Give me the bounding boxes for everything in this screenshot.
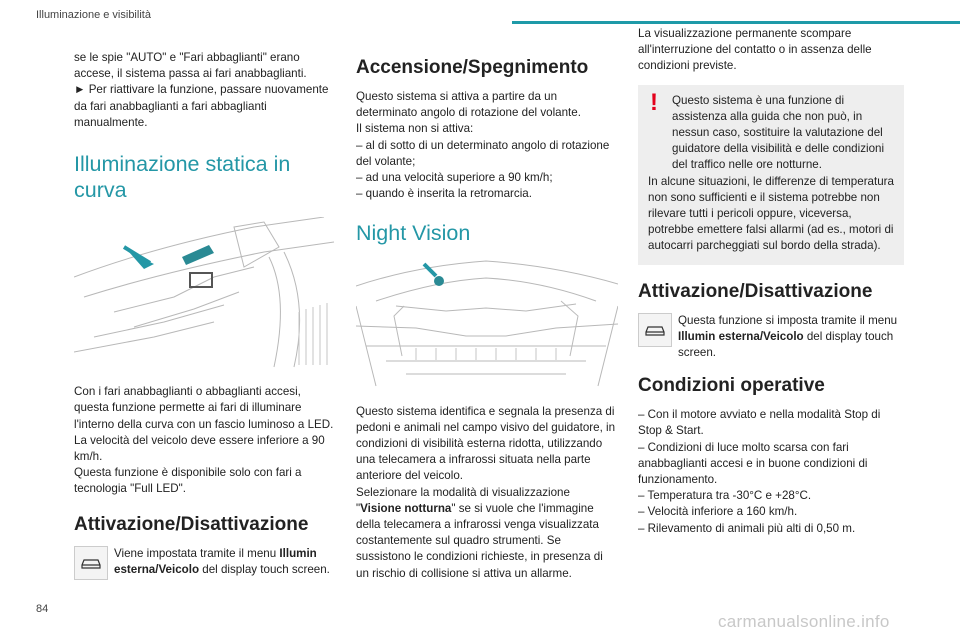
header-title: Illuminazione e visibilità xyxy=(36,9,151,21)
subsection-title-on-off: Accensione/Spegnimento xyxy=(356,57,589,78)
not-active-text: Il sistema non si attiva: xyxy=(356,122,474,136)
condition-item: – al di sotto di un determinato angolo di rotazione del volante; xyxy=(356,138,610,168)
condition-item: – Condizioni di luce molto scarsa con fari anabbaglianti accesi e in buone condizioni di funzionamento. xyxy=(638,440,868,487)
activation-instruction-nv xyxy=(638,313,904,362)
headlight-illustration xyxy=(74,217,336,369)
activation-text-post: del display touch screen. xyxy=(678,329,894,360)
condition-item: – quando è inserita la retromarcia. xyxy=(356,187,532,201)
availability-note: Questa funzione è disponibile solo con fari a tecnologia "Full LED". xyxy=(74,466,302,496)
condition-item: – Con il motore avviato e nella modalità Stop di Stop & Start. xyxy=(638,408,881,438)
watermark: carmanualsonline.info xyxy=(718,612,890,631)
page-number: 84 xyxy=(36,603,49,615)
night-vision-illustration xyxy=(356,256,618,388)
display-note: La visualizzazione permanente scompare all'interruzione del contatto o in assenza delle condizioni previste. xyxy=(638,27,872,73)
intro-paragraph: se le spie "AUTO" e "Fari abbaglianti" erano accese, il sistema passa ai fari anabbaglianti. xyxy=(74,51,307,81)
section-title-night-vision: Night Vision xyxy=(356,221,471,246)
column-2 xyxy=(356,50,618,582)
activation-text-pre: Questa funzione si imposta tramite il menu xyxy=(678,313,898,327)
activation-instruction xyxy=(74,546,336,580)
activation-text-pre: Viene impostata tramite il menu xyxy=(114,546,280,560)
car-icon xyxy=(638,313,672,347)
column-1 xyxy=(74,50,336,580)
mode-name: Visione notturna xyxy=(360,501,452,515)
subsection-title-activation-nv: Attivazione/Disattivazione xyxy=(638,280,873,302)
car-icon xyxy=(74,546,108,580)
section-title-static-lighting: Illuminazione statica in curva xyxy=(74,152,291,203)
speed-condition: La velocità del veicolo deve essere inferiore a 90 km/h. xyxy=(74,433,325,464)
condition-item: – ad una velocità superiore a 90 km/h; xyxy=(356,171,553,185)
warning-text: Questo sistema è una funzione di assistenza alla guida che non può, in nessun caso, sostituire la valutazione del guidatore della visibilità e delle condizioni del traffico nelle ore notturne. xyxy=(672,93,885,172)
header-accent-bar xyxy=(512,21,960,24)
warning-box xyxy=(638,85,904,265)
select-mode-post: " se si vuole che l'immagine della telecamera a infrarossi venga visualizzata costantemente sul quadro strumenti. Se sussistono le condizioni richieste, in presenza di un rischio di collisione si attiva un allarme. xyxy=(356,501,603,580)
select-mode-pre: Selezionare la modalità di visualizzazione " xyxy=(356,485,570,515)
column-3 xyxy=(638,26,904,537)
body-paragraph: Con i fari anabbaglianti o abbaglianti accesi, questa funzione permette ai fari di illuminare l'interno della curva con un fascio luminoso a LED. xyxy=(74,385,334,431)
subsection-title-conditions: Condizioni operative xyxy=(638,375,825,397)
warning-text-2: In alcune situazioni, le differenze di temperatura non sono sufficienti e il sistema potrebbe non rilevare tutti i pericoli oppure, viceversa, potrebbe emettere falsi allarmi (ad es., motori di autocarri parcheggiati sul bordo della strada). xyxy=(648,174,894,253)
intro-instruction: ► Per riattivare la funzione, passare nuovamente da fari anabbaglianti a fari abbaglianti manualmente. xyxy=(74,83,329,129)
condition-item: – Temperatura tra -30°C e +28°C. xyxy=(638,489,812,503)
activation-angle-text: Questo sistema si attiva a partire da un determinato angolo di rotazione del volante. xyxy=(356,90,581,120)
subsection-title-activation: Attivazione/Disattivazione xyxy=(74,513,309,535)
condition-item: – Velocità inferiore a 160 km/h. xyxy=(638,505,798,519)
activation-text-post: del display touch screen. xyxy=(199,562,330,576)
condition-item: – Rilevamento di animali più alti di 0,50 m. xyxy=(638,521,856,535)
warning-icon: ! xyxy=(650,88,658,116)
menu-path: Illumin esterna/Veicolo xyxy=(678,329,804,343)
menu-path: Illumin esterna/Veicolo xyxy=(114,546,317,576)
night-vision-description: Questo sistema identifica e segnala la presenza di pedoni e animali nel campo visivo del guidatore, in condizioni di visibilità esterna ridotta, utilizzando una telecamera a infrarossi situata nella parte anteriore del veicolo. xyxy=(356,404,616,483)
